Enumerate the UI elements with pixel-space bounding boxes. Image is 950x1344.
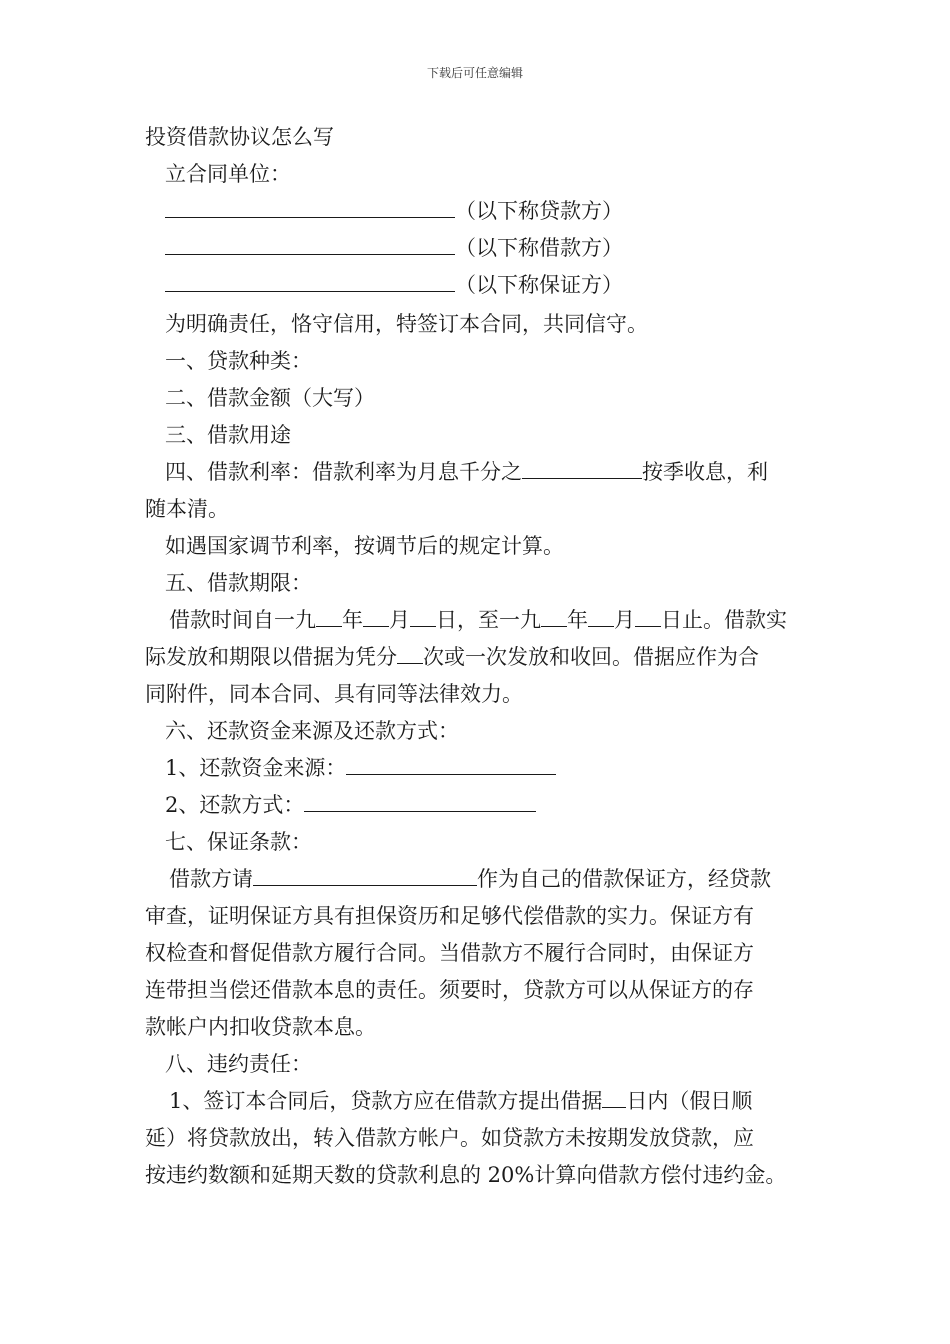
party-guarantor-line: [165, 270, 623, 300]
repayment-method-label: 2、还款方式：: [165, 793, 305, 817]
period-text: 月: [389, 608, 410, 632]
period-text: 次或一次发放和收回。借据应作为合: [423, 645, 759, 669]
section-7-heading: 七、保证条款：: [165, 830, 312, 854]
breach-text: 1、签订本合同后，贷款方应在借款方提出借据: [169, 1089, 603, 1113]
loan-period-line-1: [169, 605, 787, 635]
guarantee-line-1: [169, 864, 771, 894]
repayment-method-blank[interactable]: [304, 791, 536, 812]
section-1-heading: 一、贷款种类：: [165, 349, 312, 373]
guarantor-blank[interactable]: [253, 865, 477, 886]
section-3-heading: 三、借款用途: [165, 423, 291, 447]
party-borrower-label: （以下称借款方）: [455, 236, 623, 260]
start-month-blank[interactable]: [363, 606, 389, 627]
guarantee-line-2: 审查，证明保证方具有担保资历和足够代偿借款的实力。保证方有: [145, 904, 754, 928]
release-days-blank[interactable]: [602, 1087, 626, 1108]
interest-rate-blank[interactable]: [522, 458, 642, 479]
guarantor-name-blank[interactable]: [165, 271, 455, 292]
lender-name-blank[interactable]: [165, 197, 455, 218]
section-5-heading: 五、借款期限：: [165, 571, 312, 595]
party-lender-line: [165, 196, 623, 226]
repayment-method-line: [165, 790, 536, 820]
document-title: 投资借款协议怎么写: [145, 125, 334, 149]
section-4-line: [165, 457, 810, 487]
loan-period-line-3: 同附件，同本合同、具有同等法律效力。: [145, 682, 523, 706]
loan-period-line-2: [145, 642, 759, 672]
breach-line-3: 按违约数额和延期天数的贷款利息的 20%计算向借款方偿付违约金。: [145, 1163, 787, 1187]
breach-text: 日内（假日顺: [626, 1089, 753, 1113]
end-month-blank[interactable]: [588, 606, 614, 627]
period-text: 年: [342, 608, 363, 632]
section-6-heading: 六、还款资金来源及还款方式：: [165, 719, 459, 743]
section-8-heading: 八、违约责任：: [165, 1052, 312, 1076]
period-text: 年: [567, 608, 588, 632]
repayment-source-line: [165, 753, 556, 783]
period-text: 月: [614, 608, 635, 632]
installments-blank[interactable]: [397, 643, 423, 664]
section-2-heading: 二、借款金额（大写）: [165, 386, 375, 410]
breach-line-1: [169, 1086, 752, 1116]
repayment-source-label: 1、还款资金来源：: [165, 756, 347, 780]
interest-rate-text: 四、借款利率：借款利率为月息千分之: [165, 460, 522, 484]
period-text: 日止。借款实: [661, 608, 787, 632]
start-day-blank[interactable]: [410, 606, 436, 627]
guarantee-text: 作为自己的借款保证方，经贷款: [477, 867, 771, 891]
guarantee-line-4: 连带担当偿还借款本息的责任。须要时，贷款方可以从保证方的存: [145, 978, 754, 1002]
breach-line-2: 延）将贷款放出，转入借款方帐户。如贷款方未按期发放贷款，应: [145, 1126, 754, 1150]
borrower-name-blank[interactable]: [165, 234, 455, 255]
party-lender-label: （以下称贷款方）: [455, 199, 623, 223]
guarantee-text: 借款方请: [169, 867, 253, 891]
start-year-blank[interactable]: [316, 606, 342, 627]
period-text: 日，至一九: [436, 608, 541, 632]
parties-label: 立合同单位：: [165, 162, 291, 186]
party-guarantor-label: （以下称保证方）: [455, 273, 623, 297]
purpose-statement: 为明确责任，恪守信用，特签订本合同，共同信守。: [165, 312, 648, 336]
repayment-source-blank[interactable]: [346, 754, 556, 775]
end-day-blank[interactable]: [635, 606, 661, 627]
period-text: 际发放和期限以借据为凭分: [145, 645, 397, 669]
guarantee-line-3: 权检查和督促借款方履行合同。当借款方不履行合同时，由保证方: [145, 941, 754, 965]
end-year-blank[interactable]: [541, 606, 567, 627]
rate-adjustment-note: 如遇国家调节利率，按调节后的规定计算。: [165, 534, 564, 558]
guarantee-line-5: 款帐户内扣收贷款本息。: [145, 1015, 376, 1039]
party-borrower-line: [165, 233, 623, 263]
interest-collection-text: 按季收息，利: [642, 460, 768, 484]
page-header-note: 下载后可任意编辑: [426, 66, 523, 80]
section-4-continuation: 随本清。: [145, 497, 229, 521]
period-text: 借款时间自一九: [169, 608, 316, 632]
